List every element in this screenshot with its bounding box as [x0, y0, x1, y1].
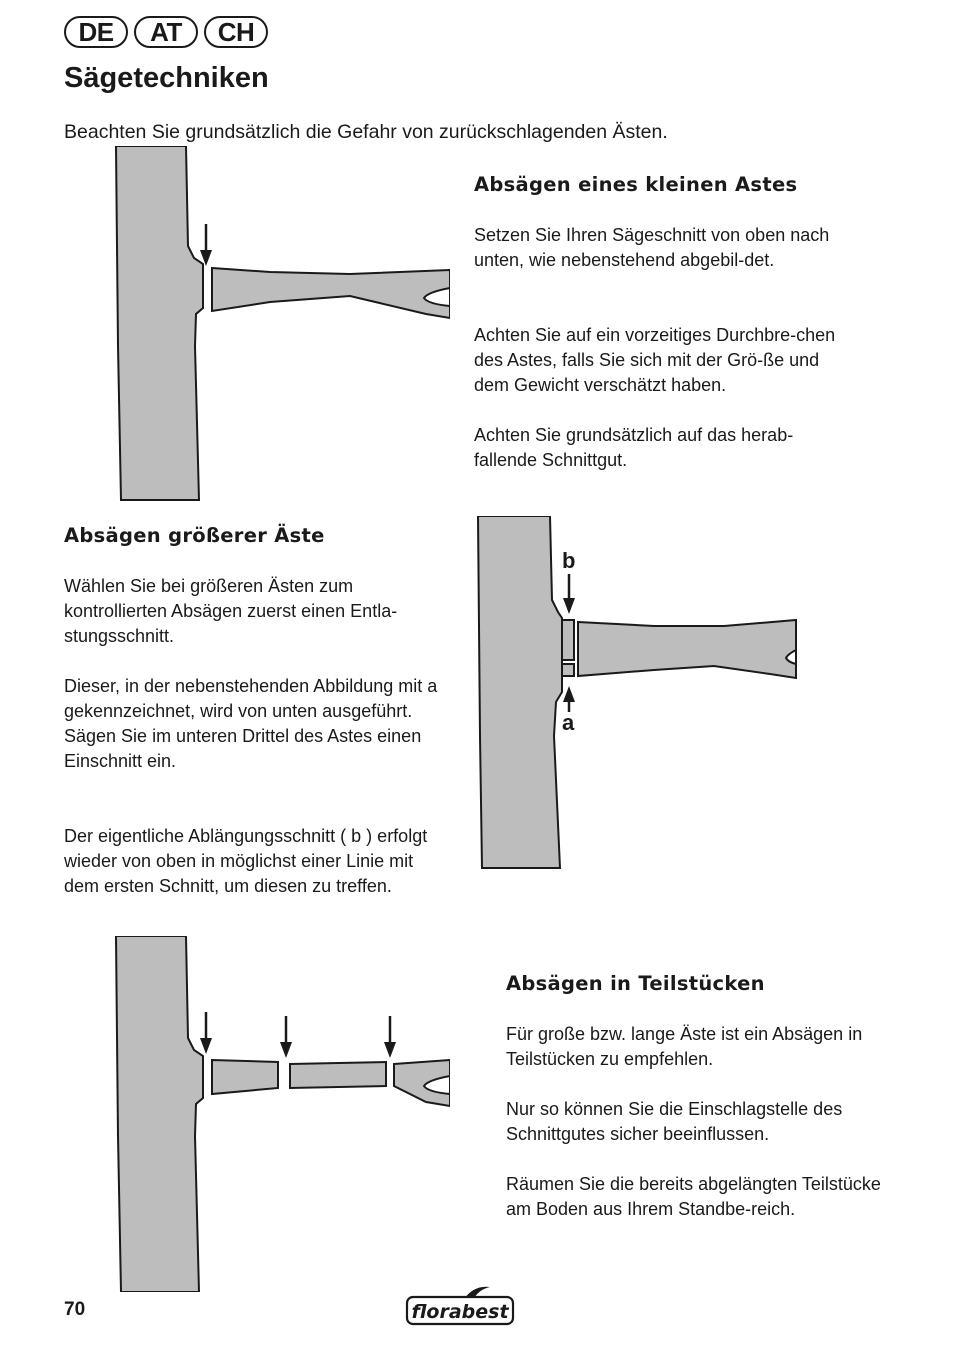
large-branch-paragraph-1: Wählen Sie bei größeren Ästen zum kontrollierten Absägen zuerst einen Entla-stungsschnitt.	[64, 576, 398, 646]
country-badge-de: DE	[64, 16, 128, 48]
country-badge-ch: CH	[204, 16, 268, 48]
cut-label-b: b	[562, 548, 576, 573]
country-badges	[64, 16, 268, 48]
small-branch-paragraph-2: Achten Sie auf ein vorzeitiges Durchbre-chen des Astes, falls Sie sich mit der Grö-ße und dem Gewicht verschätzt haben.	[474, 325, 836, 395]
small-branch-cut-illustration	[110, 146, 450, 502]
intro-text: Beachten Sie grundsätzlich die Gefahr von zurückschlagenden Ästen.	[64, 121, 668, 143]
large-branch-paragraph-2: Dieser, in der nebenstehenden Abbildung mit a gekennzeichnet, wird von unten ausgeführt. Sägen Sie im unteren Drittel des Astes einen Einschnitt ein.	[64, 676, 438, 771]
page-number: 70	[64, 1299, 86, 1320]
pieces-paragraph-1: Für große bzw. lange Äste ist ein Absägen in Teilstücken zu empfehlen.	[506, 1024, 863, 1069]
relief-cut-illustration	[474, 516, 800, 870]
small-branch-heading: Absägen eines kleinen Astes	[474, 173, 798, 196]
cutting-in-pieces-illustration	[110, 936, 450, 1292]
logo-wordmark: florabest	[411, 1301, 509, 1323]
florabest-logo	[404, 1285, 516, 1327]
pieces-paragraph-3: Räumen Sie die bereits abgelängten Teilstücke am Boden aus Ihrem Standbe-reich.	[506, 1174, 881, 1219]
country-badge-at: AT	[134, 16, 198, 48]
small-branch-paragraph-3: Achten Sie grundsätzlich auf das herab-fallende Schnittgut.	[474, 425, 794, 470]
large-branch-heading: Absägen größerer Äste	[64, 524, 325, 547]
pieces-heading: Absägen in Teilstücken	[506, 972, 765, 995]
cut-label-a: a	[562, 710, 575, 735]
pieces-paragraph-2: Nur so können Sie die Einschlagstelle des Schnittgutes sicher beeinflussen.	[506, 1099, 843, 1144]
page-title: Sägetechniken	[64, 62, 269, 94]
small-branch-paragraph-1: Setzen Sie Ihren Sägeschnitt von oben nach unten, wie nebenstehend abgebil-det.	[474, 225, 830, 270]
large-branch-paragraph-3: Der eigentliche Ablängungsschnitt ( b ) erfolgt wieder von oben in möglichst einer Linie mit dem ersten Schnitt, um diesen zu treffen.	[64, 826, 428, 896]
